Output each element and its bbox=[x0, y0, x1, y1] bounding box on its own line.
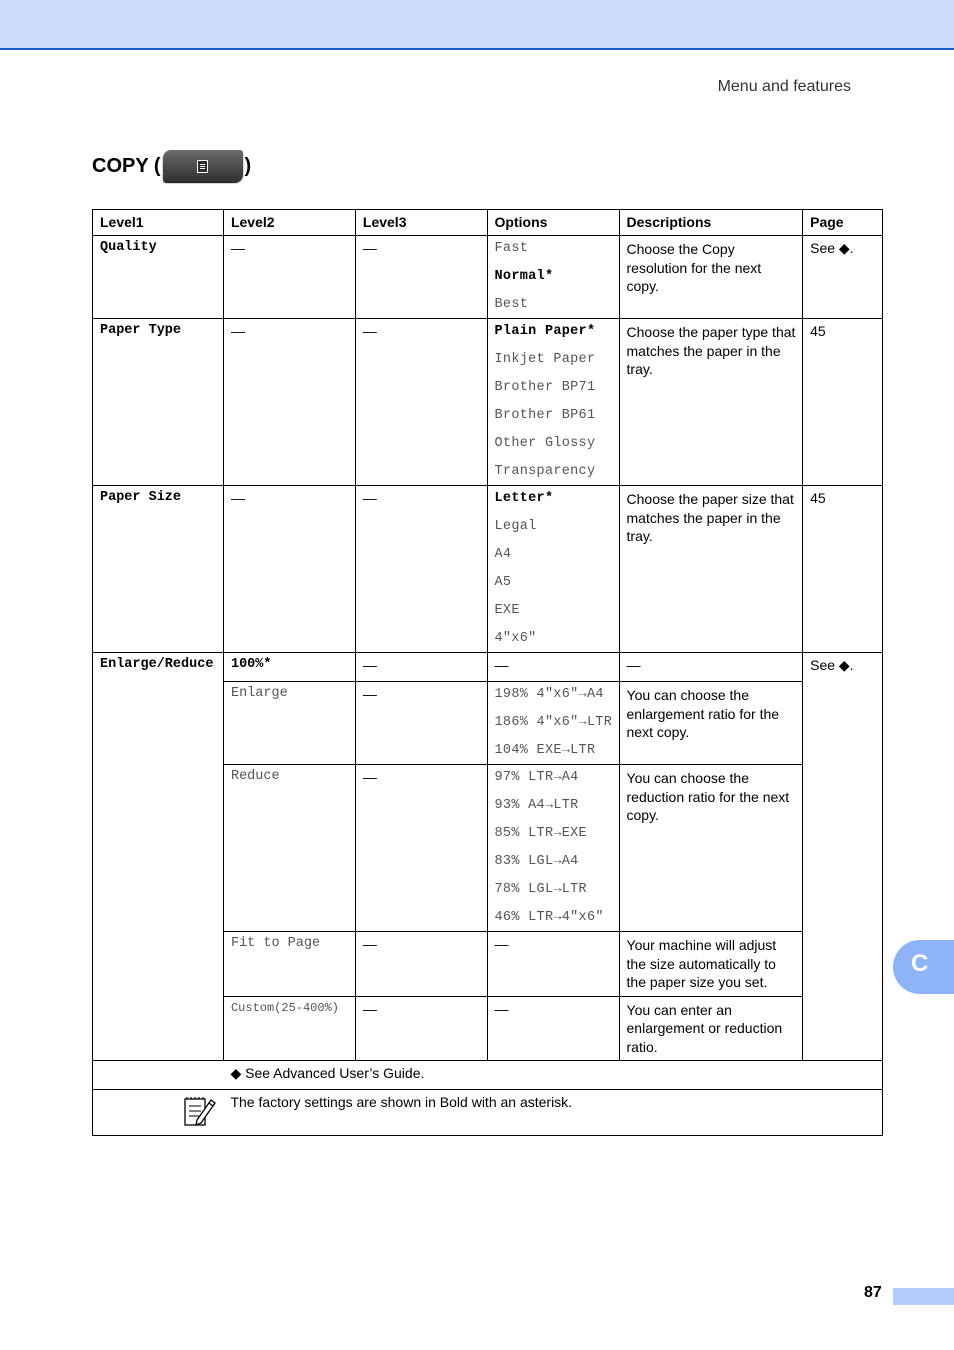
chapter-tab-label: C bbox=[911, 950, 929, 977]
option-item: Other Glossy bbox=[494, 436, 596, 451]
table-row bbox=[93, 319, 883, 486]
page-cell: See ◆. bbox=[803, 653, 883, 1061]
note-row bbox=[93, 1090, 883, 1136]
level1-cell: Quality bbox=[93, 236, 224, 319]
level2-cell: — bbox=[223, 486, 355, 653]
page-cell: 45 bbox=[803, 319, 883, 486]
col-header: Options bbox=[487, 210, 619, 236]
level1-cell: Paper Size bbox=[93, 486, 224, 653]
page-cell: 45 bbox=[803, 486, 883, 653]
col-header: Descriptions bbox=[619, 210, 803, 236]
col-header: Level3 bbox=[355, 210, 487, 236]
table-row bbox=[93, 486, 883, 653]
copy-icon bbox=[197, 160, 208, 173]
level2-cell: Enlarge bbox=[223, 682, 355, 765]
description-cell: Choose the paper type that matches the paper in the tray. bbox=[619, 319, 803, 486]
page-number: 87 bbox=[864, 1284, 882, 1301]
chapter-tab bbox=[893, 940, 954, 994]
option-item: 97% LTR→A4 bbox=[494, 770, 579, 785]
option-item: Inkjet Paper bbox=[494, 352, 596, 367]
description-cell: Choose the Copy resolution for the next copy. bbox=[619, 236, 803, 319]
options-cell bbox=[487, 236, 619, 319]
option-item: 104% EXE→LTR bbox=[494, 743, 596, 758]
col-header: Page bbox=[803, 210, 883, 236]
copy-menu-table bbox=[92, 209, 883, 1136]
level3-cell: — bbox=[355, 486, 487, 653]
level2-cell: — bbox=[223, 236, 355, 319]
page-heading bbox=[92, 150, 251, 182]
option-item: 46% LTR→4"x6" bbox=[494, 910, 604, 925]
footnote-row bbox=[93, 1061, 883, 1090]
option-item: 83% LGL→A4 bbox=[494, 854, 579, 869]
option-item: Brother BP71 bbox=[494, 380, 596, 395]
level3-cell: — bbox=[355, 682, 487, 765]
heading-suffix: ) bbox=[244, 154, 252, 177]
table-row bbox=[93, 653, 883, 682]
level3-cell: — bbox=[355, 319, 487, 486]
option-item: Brother BP61 bbox=[494, 408, 596, 423]
footnote-text: ◆ See Advanced User’s Guide. bbox=[223, 1061, 882, 1090]
description-cell: Your machine will adjust the size automatically to the paper size you set. bbox=[619, 932, 803, 997]
option-item: A4 bbox=[494, 547, 512, 562]
option-item: Best bbox=[494, 297, 529, 312]
level3-cell: — bbox=[355, 765, 487, 932]
page-number-bar bbox=[893, 1288, 954, 1305]
level3-cell: — bbox=[355, 932, 487, 997]
description-cell: — bbox=[619, 653, 803, 682]
description-cell: Choose the paper size that matches the paper in the tray. bbox=[619, 486, 803, 653]
section-title: Menu and features bbox=[717, 78, 851, 95]
option-item: Legal bbox=[494, 519, 537, 534]
level1-cell: Enlarge/Reduce bbox=[93, 653, 224, 1061]
option-item: EXE bbox=[494, 603, 520, 618]
options-cell: — bbox=[487, 653, 619, 682]
col-header: Level1 bbox=[93, 210, 224, 236]
header-bar bbox=[0, 0, 954, 50]
level3-cell: — bbox=[355, 996, 487, 1061]
note-text: The factory settings are shown in Bold with an asterisk. bbox=[223, 1090, 882, 1136]
option-item: 78% LGL→LTR bbox=[494, 882, 587, 897]
options-cell bbox=[487, 765, 619, 932]
copy-button bbox=[163, 150, 243, 182]
level3-cell: — bbox=[355, 653, 487, 682]
level2-cell: 100%* bbox=[223, 653, 355, 682]
description-cell: You can enter an enlargement or reduction ratio. bbox=[619, 996, 803, 1061]
options-cell bbox=[487, 486, 619, 653]
options-cell: — bbox=[487, 996, 619, 1061]
col-header: Level2 bbox=[223, 210, 355, 236]
table-header-row bbox=[93, 210, 883, 236]
level2-cell: — bbox=[223, 319, 355, 486]
table-row bbox=[93, 236, 883, 319]
option-item: 4"x6" bbox=[494, 631, 537, 646]
option-item: Fast bbox=[494, 241, 529, 256]
heading-prefix: COPY ( bbox=[92, 154, 161, 177]
level1-cell: Paper Type bbox=[93, 319, 224, 486]
page-cell: See ◆. bbox=[803, 236, 883, 319]
note-pencil-icon bbox=[183, 1094, 217, 1128]
description-cell: You can choose the enlargement ratio for the next copy. bbox=[619, 682, 803, 765]
description-cell: You can choose the reduction ratio for the next copy. bbox=[619, 765, 803, 932]
option-item: Transparency bbox=[494, 464, 596, 479]
option-item: 186% 4"x6"→LTR bbox=[494, 715, 613, 730]
level2-cell: Fit to Page bbox=[223, 932, 355, 997]
options-cell bbox=[487, 682, 619, 765]
level3-cell: — bbox=[355, 236, 487, 319]
option-item: 198% 4"x6"→A4 bbox=[494, 687, 604, 702]
level2-cell: Custom(25-400%) bbox=[223, 996, 355, 1061]
option-item: 93% A4→LTR bbox=[494, 798, 579, 813]
option-item: Normal* bbox=[494, 269, 554, 284]
option-item: 85% LTR→EXE bbox=[494, 826, 587, 841]
options-cell bbox=[487, 319, 619, 486]
option-item: Plain Paper* bbox=[494, 324, 596, 339]
option-item: A5 bbox=[494, 575, 512, 590]
options-cell: — bbox=[487, 932, 619, 997]
option-item: Letter* bbox=[494, 491, 554, 506]
level2-cell: Reduce bbox=[223, 765, 355, 932]
